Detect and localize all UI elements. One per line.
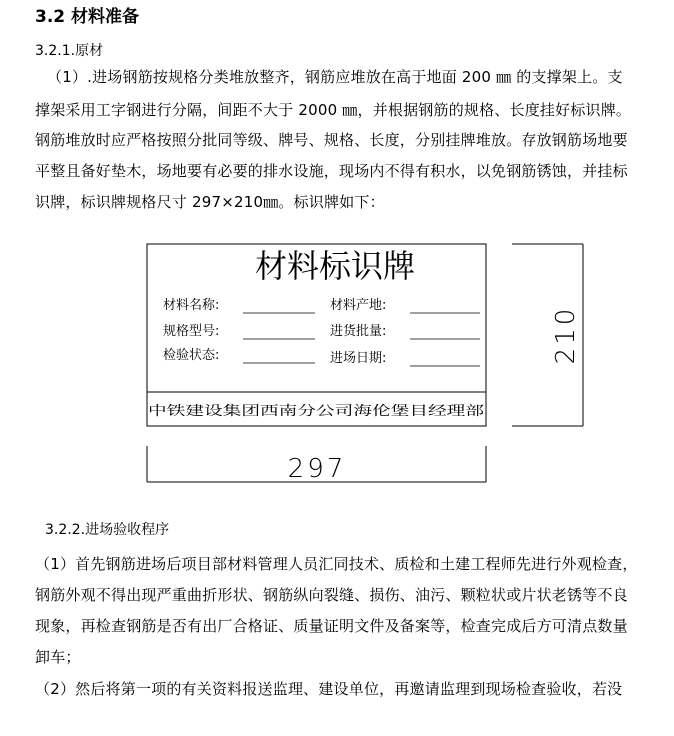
sign-title: 材料标识牌 [254, 247, 416, 285]
field-batch: 进货批量: [330, 324, 387, 339]
section-heading: 3.2 材料准备 [35, 7, 140, 27]
paragraph-line: 平整且备好垫木，场地要有必要的排水设施，现场内不得有积水，以免钢筋锈蚀，并挂标 [35, 162, 628, 180]
field-spec: 规格型号: [163, 324, 220, 339]
paragraph-line: （1）.进场钢筋按规格分类堆放整齐，钢筋应堆放在高于地面 200 ㎜ 的支撑架上。支 [47, 68, 623, 86]
dimension-width-label: 297 [287, 454, 347, 484]
paragraph-line: （1）首先钢筋进场后项目部材料管理人员汇同技术、质检和土建工程师先进行外观检查， [35, 555, 638, 573]
field-date: 进场日期: [330, 351, 387, 366]
paragraph-line: 卸车； [35, 648, 81, 666]
field-origin: 材料产地: [330, 298, 387, 313]
sign-footer: 中铁建设集团西南分公司海伦堡目经理部 [148, 404, 383, 419]
field-material-name: 材料名称: [163, 298, 220, 313]
field-inspection: 检验状态: [163, 348, 220, 363]
paragraph-line: 现象，再检查钢筋是否有出厂合格证、质量证明文件及备案等，检查完成后方可清点数量 [35, 617, 628, 635]
paragraph-line: 钢筋外观不得出现严重曲折形状、钢筋纵向裂缝、损伤、油污、颗粒状或片状老锈等不良 [35, 586, 628, 604]
subsection-title-raw-material: 3.2.1.原材 [35, 43, 104, 59]
subsection-title-acceptance: 3.2.2.进场验收程序 [45, 522, 170, 538]
dimension-height-label: 210 [551, 305, 581, 365]
paragraph-line: 撑架采用工字钢进行分隔，间距不大于 2000 ㎜，并根据钢筋的规格、长度挂好标识牌。 [35, 101, 632, 119]
paragraph-line: 识牌，标识牌规格尺寸 297×210㎜。标识牌如下： [35, 193, 385, 211]
paragraph-line: （2）然后将第一项的有关资料报送监理、建设单位，再邀请监理到现场检查验收，若没 [35, 680, 623, 698]
paragraph-line: 钢筋堆放时应严格按照分批同等级、牌号、规格、长度，分别挂牌堆放。存放钢筋场地要 [35, 131, 628, 149]
